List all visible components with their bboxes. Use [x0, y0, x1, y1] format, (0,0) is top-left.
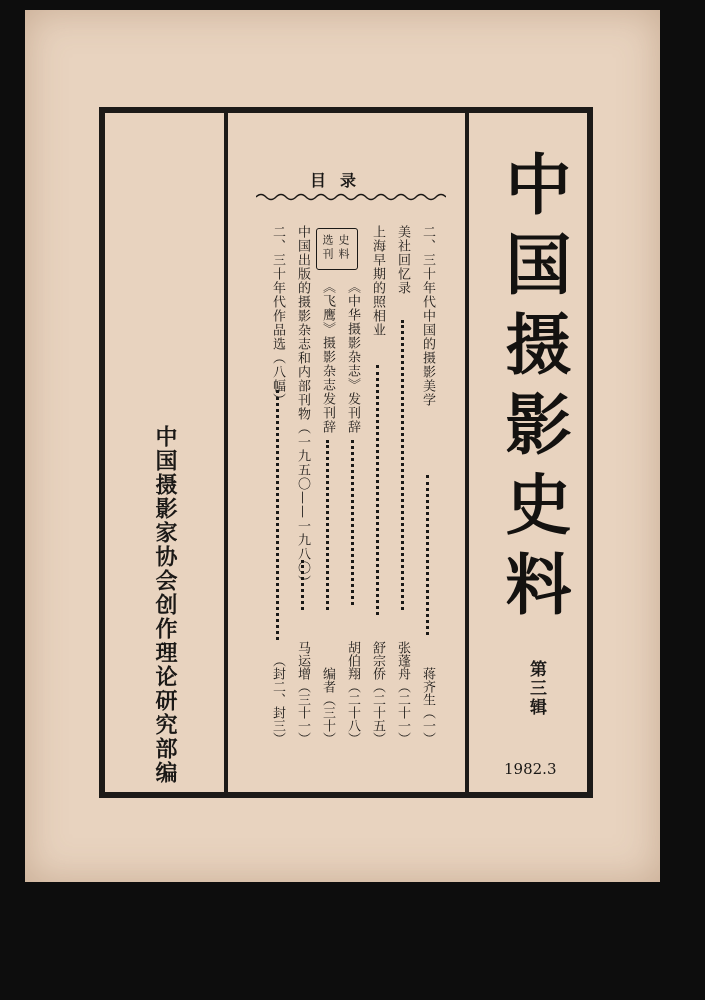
toc-entry: [368, 225, 390, 745]
toc-entry: [318, 280, 340, 745]
badge-line-2: 选刊: [321, 234, 334, 262]
toc-entry: [418, 225, 440, 745]
issue-date: 1982.3: [504, 760, 557, 778]
toc-entry-author: 马运增（三十一）: [295, 641, 310, 745]
right-divider: [465, 107, 469, 798]
toc-leader: [326, 440, 329, 610]
magazine-title: 中国摄影史料: [494, 150, 571, 630]
publisher: 中国摄影家协会创作理论研究部编: [152, 425, 177, 785]
issue-number: 第三辑: [526, 660, 546, 717]
toc-entry-title: 美社回忆录: [395, 225, 410, 295]
toc-heading: 目录: [310, 171, 371, 190]
toc-entry-author: 舒宗侨（二十五）: [370, 641, 385, 745]
toc-entry-author: 蒋齐生（一）: [420, 667, 435, 745]
toc-entry: [343, 280, 365, 745]
toc-leader: [376, 365, 379, 615]
toc-leader: [301, 560, 304, 610]
toc-entry-title: 《飞鹰》摄影杂志发刊辞: [320, 280, 335, 434]
toc-entry-title: 二、三十年代中国的摄影美学: [420, 225, 435, 407]
toc-entry: [393, 225, 415, 745]
toc-entry-title: 《中华摄影杂志》发刊辞: [345, 280, 360, 434]
toc-entry-title: 上海早期的照相业: [370, 225, 385, 337]
toc-entry-title: 二、三十年代作品选（八幅）: [270, 225, 285, 407]
toc-entry-title: 中国出版的摄影杂志和内部刊物（一九五〇——一九八〇）: [295, 225, 310, 589]
toc-entry: [293, 225, 315, 745]
toc-leader: [351, 440, 354, 605]
toc-leader: [276, 390, 279, 640]
toc-entry-author: （封二、封三）: [270, 654, 285, 745]
toc-entry: [268, 225, 290, 745]
toc-entry-author: 编者（三十）: [320, 667, 335, 745]
toc-leader: [426, 475, 429, 635]
toc-entry-author: 胡伯翔（二十八）: [345, 641, 360, 745]
toc-entry-author: 张蓬舟（二十一）: [395, 641, 410, 745]
special-selection-badge: [316, 228, 358, 270]
wavy-rule-icon: [256, 192, 446, 202]
left-divider: [224, 107, 228, 798]
badge-line-1: 史料: [337, 234, 350, 262]
toc-leader: [401, 320, 404, 610]
